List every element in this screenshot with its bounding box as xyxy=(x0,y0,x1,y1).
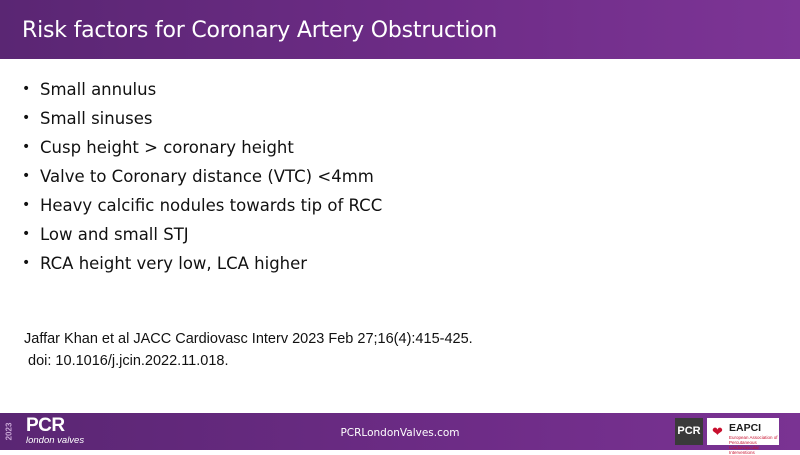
eapci-label: EAPCI xyxy=(729,422,762,434)
list-item xyxy=(22,104,382,133)
list-item xyxy=(22,133,382,162)
pcr-badge-logo: PCR xyxy=(675,418,703,445)
slide-title: Risk factors for Coronary Artery Obstruction xyxy=(22,18,498,43)
pcr-logo-subtitle: london valves xyxy=(26,435,85,446)
list-item xyxy=(22,191,382,220)
bullet-icon: • xyxy=(22,81,31,97)
list-item-text: Small sinuses xyxy=(40,109,153,128)
list-item xyxy=(22,75,382,104)
bullet-icon: • xyxy=(22,197,31,213)
list-item-text: Small annulus xyxy=(40,80,157,99)
bullet-icon: • xyxy=(22,168,31,184)
event-year-text: 2023 xyxy=(4,422,14,441)
list-item-text: Heavy calcific nodules towards tip of RCC xyxy=(40,196,383,215)
list-item xyxy=(22,220,382,249)
list-item-text: Low and small STJ xyxy=(40,225,189,244)
bullet-icon: • xyxy=(22,226,31,242)
citation-line-2: doi: 10.1016/j.jcin.2022.11.018. xyxy=(24,353,229,369)
list-item-text: RCA height very low, LCA higher xyxy=(40,254,308,273)
eapci-subtitle: European Association of Percutaneous Cardiovascular Interventions xyxy=(729,435,778,455)
list-item xyxy=(22,162,382,191)
list-item xyxy=(22,249,382,278)
website-link[interactable]: PCRLondonValves.com xyxy=(340,427,460,439)
bullet-icon: • xyxy=(22,139,31,155)
heart-icon: ❤ xyxy=(712,424,723,439)
risk-factor-list xyxy=(22,75,382,278)
eapci-logo xyxy=(707,418,779,455)
bullet-icon: • xyxy=(22,110,31,126)
citation xyxy=(24,328,473,372)
list-item-text: Cusp height > coronary height xyxy=(40,138,294,157)
list-item-text: Valve to Coronary distance (VTC) <4mm xyxy=(40,167,374,186)
bullet-icon: • xyxy=(22,255,31,271)
citation-line-1: Jaffar Khan et al JACC Cardiovasc Interv 2023 Feb 27;16(4):415-425. xyxy=(24,331,473,347)
pcr-london-valves-logo: PCR xyxy=(26,415,65,436)
